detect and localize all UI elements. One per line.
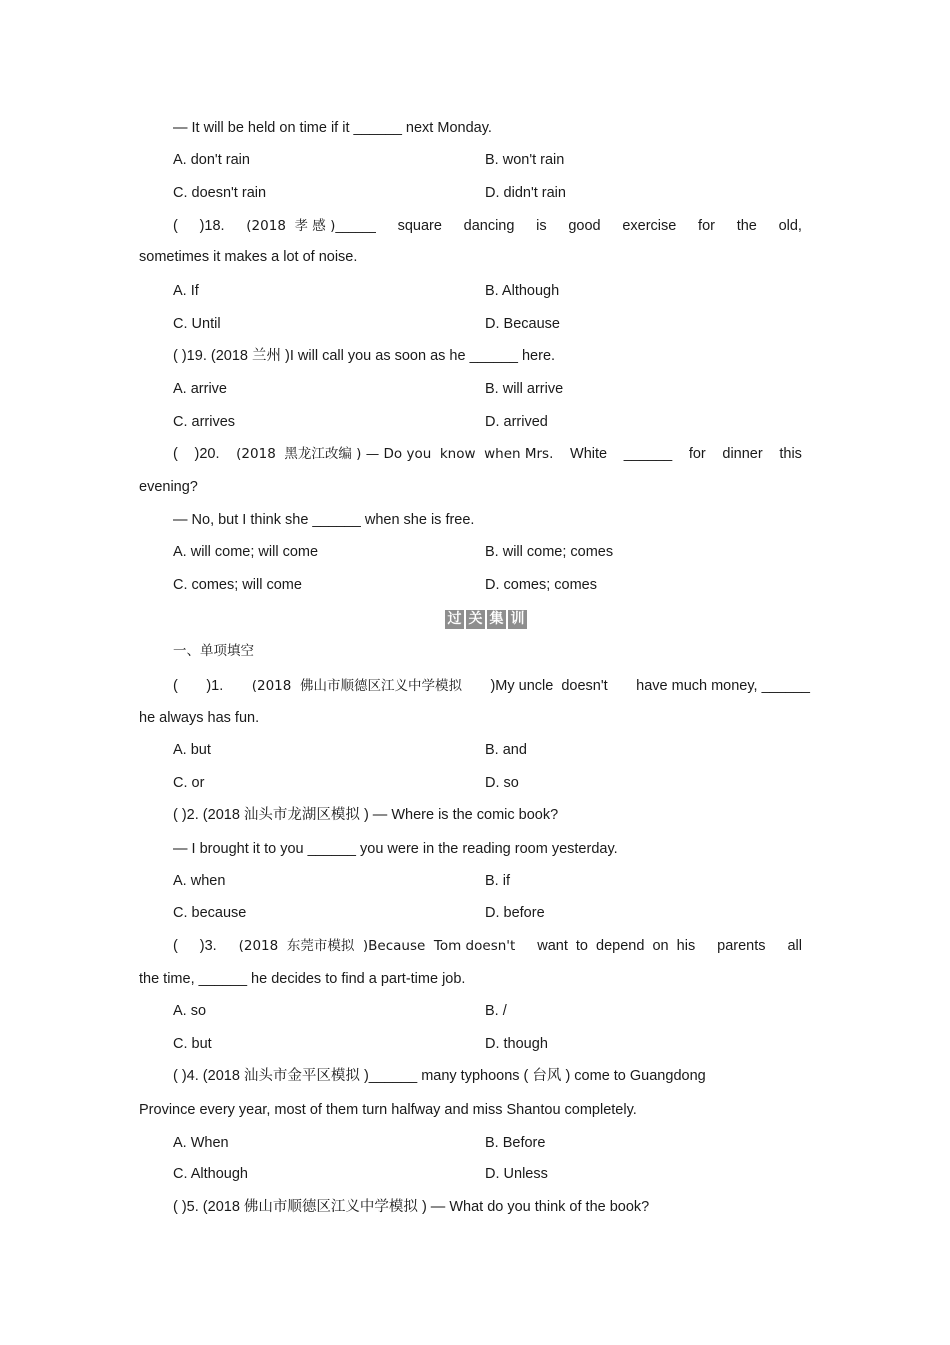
q19-option-b: B. will arrive: [485, 381, 564, 397]
q18-option-b: B. Although: [485, 283, 560, 299]
q20-option-d: D. comes; comes: [485, 577, 597, 593]
q18-option-d: D. Because: [485, 316, 560, 332]
p1-option-a: A. but: [173, 742, 211, 758]
p1-option-b: B. and: [485, 742, 527, 758]
q19-option-a: A. arrive: [173, 381, 227, 397]
p3-option-c: C. but: [173, 1036, 212, 1052]
p4-stem-line1: ( )4. (2018 汕头市金平区模拟 )______ many typhoons ( 台风 ) come to Guangdong: [173, 1068, 706, 1084]
q20-option-a: A. will come; will come: [173, 544, 319, 560]
q17-option-b: B. won't rain: [485, 152, 565, 168]
answer-blank: (: [173, 218, 178, 234]
p3-stem-line2: the time, ______ he decides to find a part-time job.: [139, 971, 466, 987]
p2-option-d: D. before: [485, 905, 545, 921]
q18-option-c: C. Until: [173, 316, 221, 332]
p3-stem-line1: ( )3. (2018 东莞市模拟 )Because Tom doesn't want to depend on his parents all: [173, 938, 802, 954]
q18-option-a: A. If: [173, 283, 199, 299]
p5-stem-line1: ( )5. (2018 佛山市顺德区江义中学模拟 ) — What do you think of the book?: [173, 1199, 650, 1215]
q20-stem-line1: ( )20. (2018 黑龙江改编 ) — Do you know when Mrs. White ______ for dinner this: [173, 446, 802, 462]
q19-option-d: D. arrived: [485, 414, 548, 430]
q20-option-b: B. will come; comes: [485, 544, 614, 560]
p3-option-a: A. so: [173, 1003, 207, 1019]
p1-option-d: D. so: [485, 775, 519, 791]
p1-option-c: C. or: [173, 775, 205, 791]
p1-stem-line2: he always has fun.: [139, 710, 260, 726]
q20-stem-line3: — No, but I think she ______ when she is free.: [173, 512, 475, 528]
answer-blank: (: [173, 938, 178, 954]
p1-stem-line1: ( )1. (2018 佛山市顺德区江义中学模拟 )My uncle doesn't have much money, ______: [173, 678, 810, 694]
p3-option-d: D. though: [485, 1036, 548, 1052]
p4-option-a: A. When: [173, 1135, 229, 1151]
q18-stem-line2: sometimes it makes a lot of noise.: [139, 249, 358, 265]
answer-blank: (: [173, 678, 178, 694]
section-title: 一、单项填空: [173, 643, 254, 659]
answer-blank: (: [173, 446, 178, 462]
q17-option-c: C. doesn't rain: [173, 185, 267, 201]
p2-option-b: B. if: [485, 873, 510, 889]
q17-prompt: — It will be held on time if it ______ next Monday.: [173, 120, 492, 136]
p4-option-d: D. Unless: [485, 1166, 548, 1182]
p4-option-b: B. Before: [485, 1135, 546, 1151]
p3-option-b: B. /: [485, 1003, 507, 1019]
p2-stem-line1: ( )2. (2018 汕头市龙湖区模拟 ) — Where is the comic book?: [173, 807, 559, 823]
q19-option-c: C. arrives: [173, 414, 236, 430]
q20-option-c: C. comes; will come: [173, 577, 302, 593]
p4-option-c: C. Although: [173, 1166, 248, 1182]
p2-option-c: C. because: [173, 905, 247, 921]
q17-option-a: A. don't rain: [173, 152, 250, 168]
p2-option-a: A. when: [173, 873, 226, 889]
q17-option-d: D. didn't rain: [485, 185, 566, 201]
p2-stem-line2: — I brought it to you ______ you were in the reading room yesterday.: [173, 841, 618, 857]
section-banner: 过 关 集 训: [445, 610, 527, 630]
q19-stem: ( )19. (2018 兰州 )I will call you as soon as he ______ here.: [173, 348, 556, 364]
p4-stem-line2: Province every year, most of them turn halfway and miss Shantou completely.: [139, 1102, 637, 1118]
q20-stem-line2: evening?: [139, 479, 198, 495]
q18-stem-line1: ( )18. (2018 孝 感 )______ square dancing is good exercise for the old,: [173, 218, 802, 234]
